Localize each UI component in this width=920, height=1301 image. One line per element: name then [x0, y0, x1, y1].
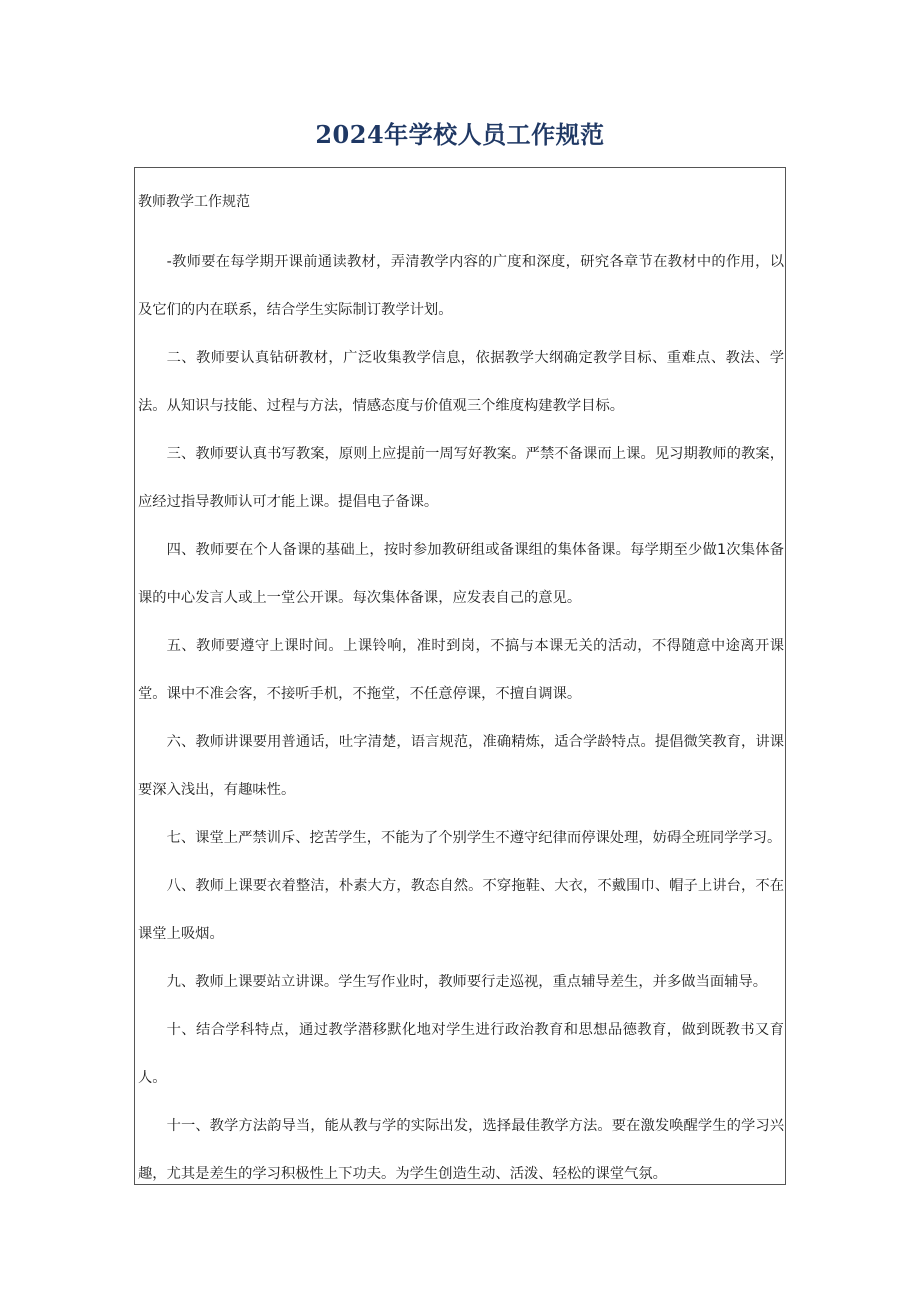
regulation-item: 四、教师要在个人备课的基础上，按时参加教研组或备课组的集体备课。每学期至少做1次集体备课的中心发言人或上一堂公开课。每次集体备课，应发表自己的意见。 [138, 542, 784, 606]
regulation-item: 六、教师讲课要用普通话，吐字清楚，语言规范，准确精炼，适合学龄特点。提倡微笑教育，讲课要深入浅出，有趣味性。 [138, 734, 784, 798]
regulation-item: 九、教师上课要站立讲课。学生写作业时，教师要行走巡视，重点辅导差生，并多做当面辅导。 [166, 974, 768, 990]
regulation-item: 八、教师上课要衣着整洁，朴素大方，教态自然。不穿拖鞋、大衣，不戴围巾、帽子上讲台，不在课堂上吸烟。 [138, 878, 784, 942]
regulation-list [138, 238, 784, 1198]
regulation-item: 五、教师要遵守上课时间。上课铃响，准时到岗，不搞与本课无关的活动，不得随意中途离开课堂。课中不准会客，不接听手机，不拖堂，不任意停课，不擅自调课。 [138, 638, 784, 702]
section-heading: 教师教学工作规范 [138, 194, 250, 210]
regulation-item: 二、教师要认真钻研教材，广泛收集教学信息，依据教学大纲确定教学目标、重难点、教法、学法。从知识与技能、过程与方法，情感态度与价值观三个维度构建教学目标。 [138, 350, 784, 414]
content-box [134, 167, 786, 1185]
regulation-item: 十一、教学方法韵导当，能从教与学的实际出发，选择最佳教学方法。要在激发唤醒学生的学习兴趣，尤其是差生的学习积极性上下功夫。为学生创造生动、活泼、轻松的课堂气氛。 [138, 1118, 784, 1182]
regulation-item: 七、课堂上严禁训斥、挖苦学生，不能为了个别学生不遵守纪律而停课处理，妨碍全班同学学习。 [166, 830, 782, 846]
regulation-item: 三、教师要认真书写教案，原则上应提前一周写好教案。严禁不备课而上课。见习期教师的教案，应经过指导教师认可才能上课。提倡电子备课。 [138, 446, 784, 510]
regulation-item: 十、结合学科特点，通过教学潜移默化地对学生进行政治教育和思想品德教育，做到既教书又育人。 [138, 1022, 784, 1086]
regulation-item: -教师要在每学期开课前通读教材，弄清教学内容的广度和深度，研究各章节在教材中的作用，以及它们的内在联系，结合学生实际制订教学计划。 [138, 254, 784, 318]
document-title: 2024年学校人员工作规范 [315, 120, 605, 149]
